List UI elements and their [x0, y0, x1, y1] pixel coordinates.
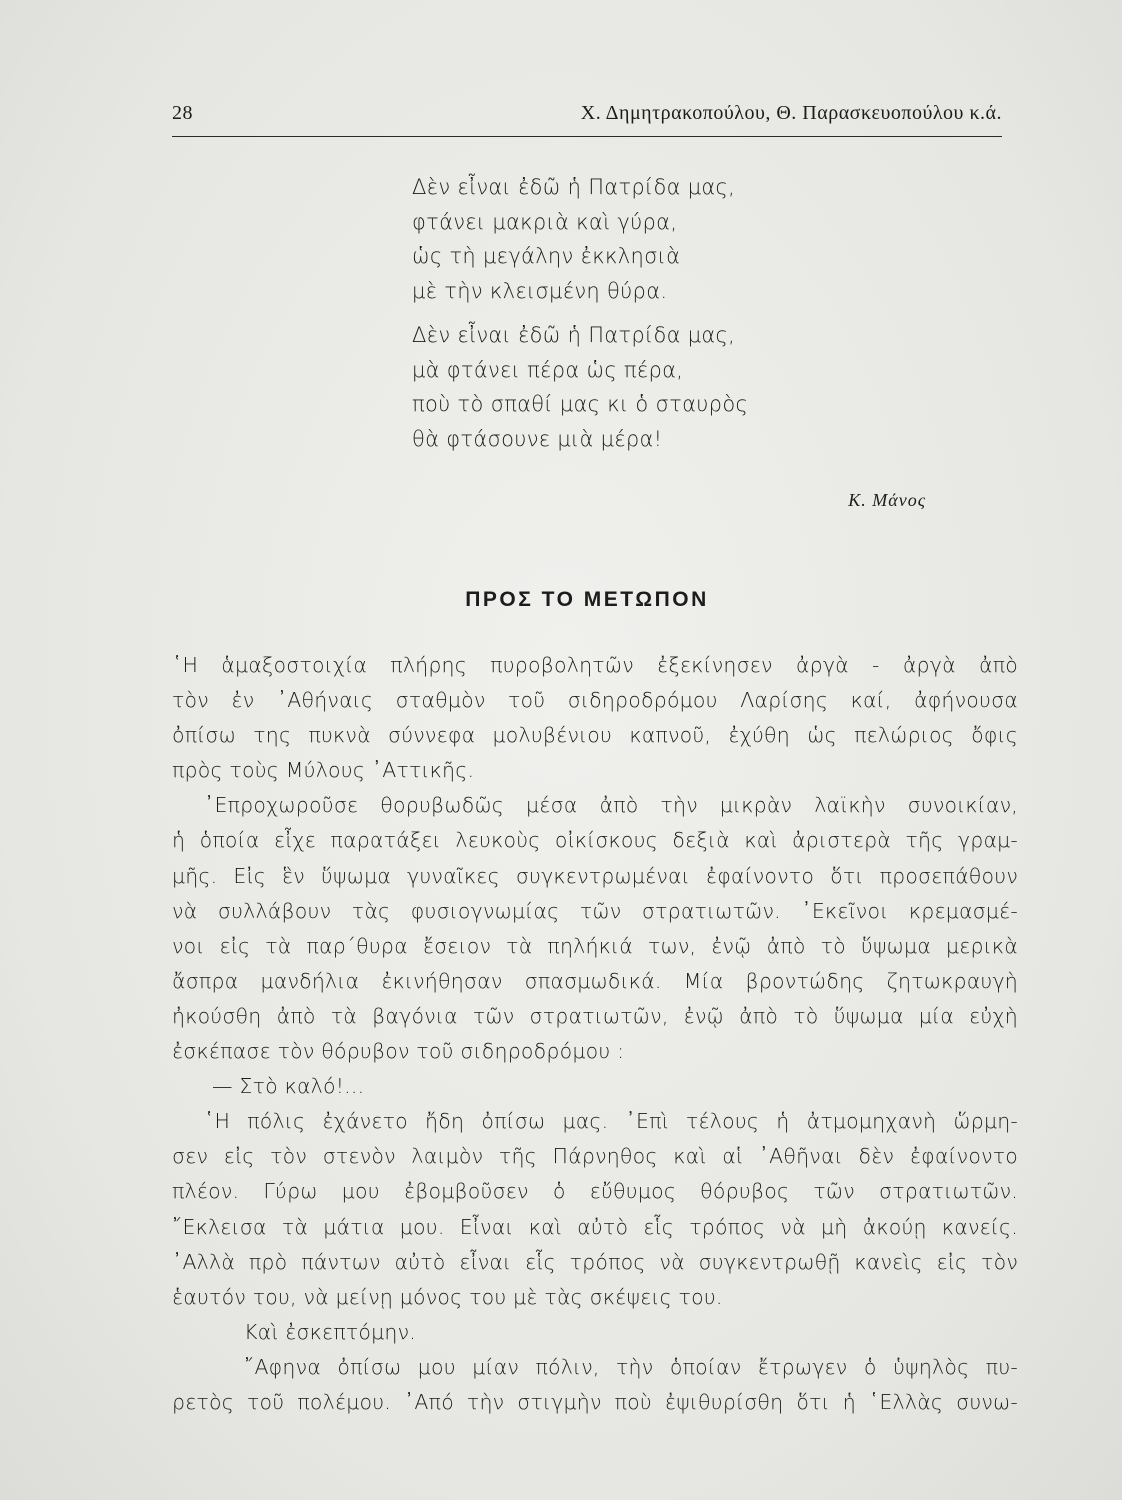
text-line: πλέον. Γύρω μου ἐβομβοῦσεν ὁ εὔθυμος θόρυβος τῶν στρατιωτῶν.: [172, 1179, 1018, 1204]
text-line: ῎Εκλεισα τὰ μάτια μου. Εἶναι καὶ αὐτὸ εἷς τρόπος νὰ μὴ ἀκούῃ κανείς.: [172, 1214, 1018, 1239]
text-line: ῾Η ἁμαξοστοιχία πλήρης πυροβολητῶν ἐξεκίνησεν ἀργὰ - ἀργὰ ἀπὸ: [172, 653, 1018, 677]
section-title: ΠΡΟΣ ΤΟ ΜΕΤΩΠΟΝ: [465, 588, 709, 611]
text-line: τὸν ἐν ᾿Αθήναις σταθμὸν τοῦ σιδηροδρόμου Λαρίσης καί, ἀφήνουσα: [172, 688, 1018, 713]
poem-author: Κ. Μάνος: [848, 490, 926, 510]
text-line: ᾿Αλλὰ πρὸ πάντων αὐτὸ εἶναι εἷς τρόπος νὰ συγκεντρωθῇ κανεὶς εἰς τὸν: [172, 1249, 1018, 1274]
text-line: Καὶ ἐσκεπτόμην.: [244, 1319, 416, 1344]
text-line: σεν εἰς τὸν στενὸν λαιμὸν τῆς Πάρνηθος καὶ αἱ ᾿Αθῆναι δὲν ἐφαίνοντο: [172, 1144, 1018, 1169]
page-header: [172, 100, 1002, 132]
body-text: [172, 648, 1018, 1420]
text-line: ῎Αφηνα ὀπίσω μου μίαν πόλιν, τὴν ὁποίαν ἔτρωγεν ὁ ὑψηλὸς πυ-: [244, 1354, 1018, 1379]
page-number: 28: [172, 102, 193, 124]
poem-stanza: [412, 318, 1012, 456]
text-line: — Στὸ καλό!...: [212, 1074, 365, 1099]
text-line: ἠκούσθη ἀπὸ τὰ βαγόνια τῶν στρατιωτῶν, ἐνῷ ἀπὸ τὸ ὕψωμα μία εὐχὴ: [172, 1003, 1018, 1028]
header-rule: [172, 136, 1002, 137]
text-line: ὀπίσω της πυκνὰ σύννεφα μολυβένιου καπνοῦ, ἐχύθη ὡς πελώριος ὄφις: [172, 723, 1018, 748]
running-head: Χ. Δημητρακοπούλου, Θ. Παρασκευοπούλου κ.ά.: [580, 102, 1002, 124]
poem: [412, 170, 1012, 466]
text-line: πρὸς τοὺς Μύλους ᾿Αττικῆς.: [172, 758, 475, 783]
poem-line: φτάνει μακριὰ καὶ γύρα,: [412, 209, 678, 234]
poem-line: ποὺ τὸ σπαθί μας κι ὁ σταυρὸς: [412, 392, 749, 416]
text-line: ῾Η πόλις ἐχάνετο ἤδη ὀπίσω μας. ᾿Επὶ τέλους ἡ ἀτμομηχανὴ ὥρμη-: [204, 1109, 1018, 1134]
text-line: ἑαυτόν του, νὰ μείνῃ μόνος του μὲ τὰς σκέψεις του.: [172, 1284, 723, 1309]
poem-line: μὲ τὴν κλεισμένη θύρα.: [412, 278, 668, 303]
text-line: ἐσκέπασε τὸν θόρυβον τοῦ σιδηροδρόμου :: [172, 1039, 625, 1064]
poem-line: ὡς τὴ μεγάλην ἐκκλησιὰ: [412, 244, 681, 268]
poem-stanza: [412, 170, 1012, 308]
text-line: ἄσπρα μανδήλια ἐκινήθησαν σπασμωδικά. Μία βροντώδης ζητωκραυγὴ: [172, 968, 1018, 993]
poem-line: Δὲν εἶναι ἐδῶ ἡ Πατρίδα μας,: [412, 323, 736, 347]
poem-line: Δὲν εἶναι ἐδῶ ἡ Πατρίδα μας,: [412, 175, 736, 199]
poem-line: μὰ φτάνει πέρα ὡς πέρα,: [412, 357, 684, 382]
poem-line: θὰ φτάσουνε μιὰ μέρα!: [412, 426, 663, 451]
text-line: νοι εἰς τὰ παρ΄θυρα ἔσειον τὰ πηλήκιά των, ἐνῷ ἀπὸ τὸ ὕψωμα μερικὰ: [172, 933, 1018, 958]
text-line: ρετὸς τοῦ πολέμου. ᾿Από τὴν στιγμὴν ποὺ ἐψιθυρίσθη ὅτι ἡ ῾Ελλὰς συνω-: [172, 1389, 1018, 1414]
text-line: ἡ ὁποία εἶχε παρατάξει λευκοὺς οἰκίσκους δεξιὰ καὶ ἀριστερὰ τῆς γραμ-: [172, 828, 1018, 853]
text-line: ᾿Επροχωροῦσε θορυβωδῶς μέσα ἀπὸ τὴν μικρὰν λαϊκὴν συνοικίαν,: [204, 793, 1018, 818]
text-line: μῆς. Εἰς ἓν ὕψωμα γυναῖκες συγκεντρωμέναι ἐφαίνοντο ὅτι προσεπάθουν: [172, 863, 1018, 888]
text-line: νὰ συλλάβουν τὰς φυσιογνωμίας τῶν στρατιωτῶν. ᾿Εκεῖνοι κρεμασμέ-: [172, 898, 1018, 923]
